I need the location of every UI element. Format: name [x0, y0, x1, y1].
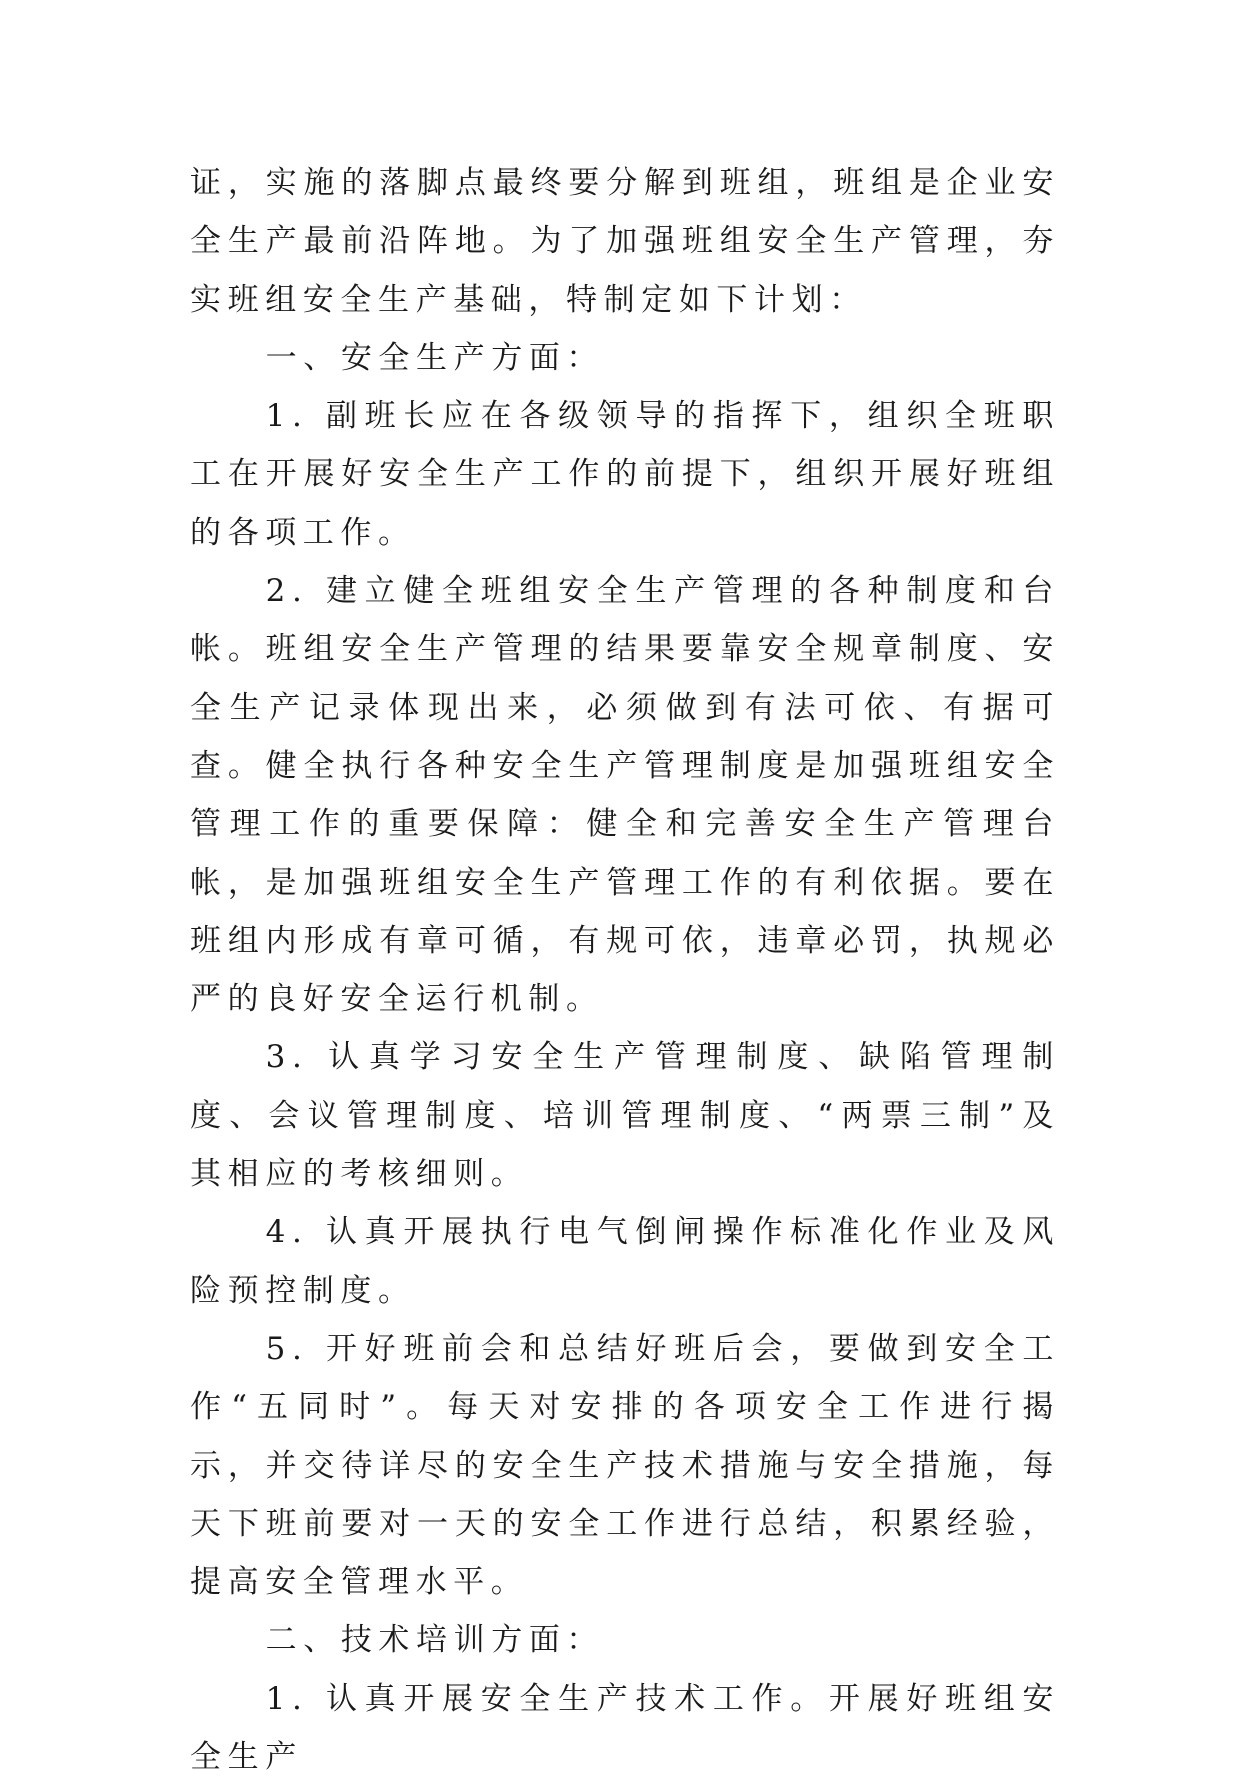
paragraph-item-5: 5. 开好班前会和总结好班后会，要做到安全工作“五同时”。每天对安排的各项安全工作进行揭示，并交待详尽的安全生产技术措施与安全措施，每天下班前要对一天的安全工作进行总结，积累经验，提高安全管理水平。 [190, 1330, 1060, 1601]
paragraph-item-3: 3. 认真学习安全生产管理制度、缺陷管理制度、会议管理制度、培训管理制度、“两票三制”及其相应的考核细则。 [190, 1039, 1060, 1193]
paragraph-training-item-1: 1. 认真开展安全生产技术工作。开展好班组安全生产 [190, 1680, 1060, 1776]
paragraph-item-1: 1. 副班长应在各级领导的指挥下，组织全班职工在开展好安全生产工作的前提下，组织开展好班组的各项工作。 [190, 398, 1060, 551]
paragraph-continuation: 证，实施的落脚点最终要分解到班组，班组是企业安全生产最前沿阵地。为了加强班组安全生产管理，夯实班组安全生产基础，特制定如下计划： [190, 165, 1060, 318]
section-heading-safety-production: 一、安全生产方面： [265, 339, 605, 376]
paragraph-item-2: 2. 建立健全班组安全生产管理的各种制度和台帐。班组安全生产管理的结果要靠安全规章制度、安全生产记录体现出来，必须做到有法可依、有据可查。健全执行各种安全生产管理制度是加强班组安全管理工作的重要保障：健全和完善安全生产管理台帐，是加强班组安全生产管理工作的有利依据。要在班组内形成有章可循，有规可依，违章必罚，执规必严的良好安全运行机制。 [190, 573, 1060, 1018]
paragraph-item-4: 4. 认真开展执行电气倒闸操作标准化作业及风险预控制度。 [190, 1214, 1060, 1309]
section-heading-technical-training: 二、技术培训方面： [265, 1622, 605, 1659]
document-body [190, 154, 1060, 1786]
